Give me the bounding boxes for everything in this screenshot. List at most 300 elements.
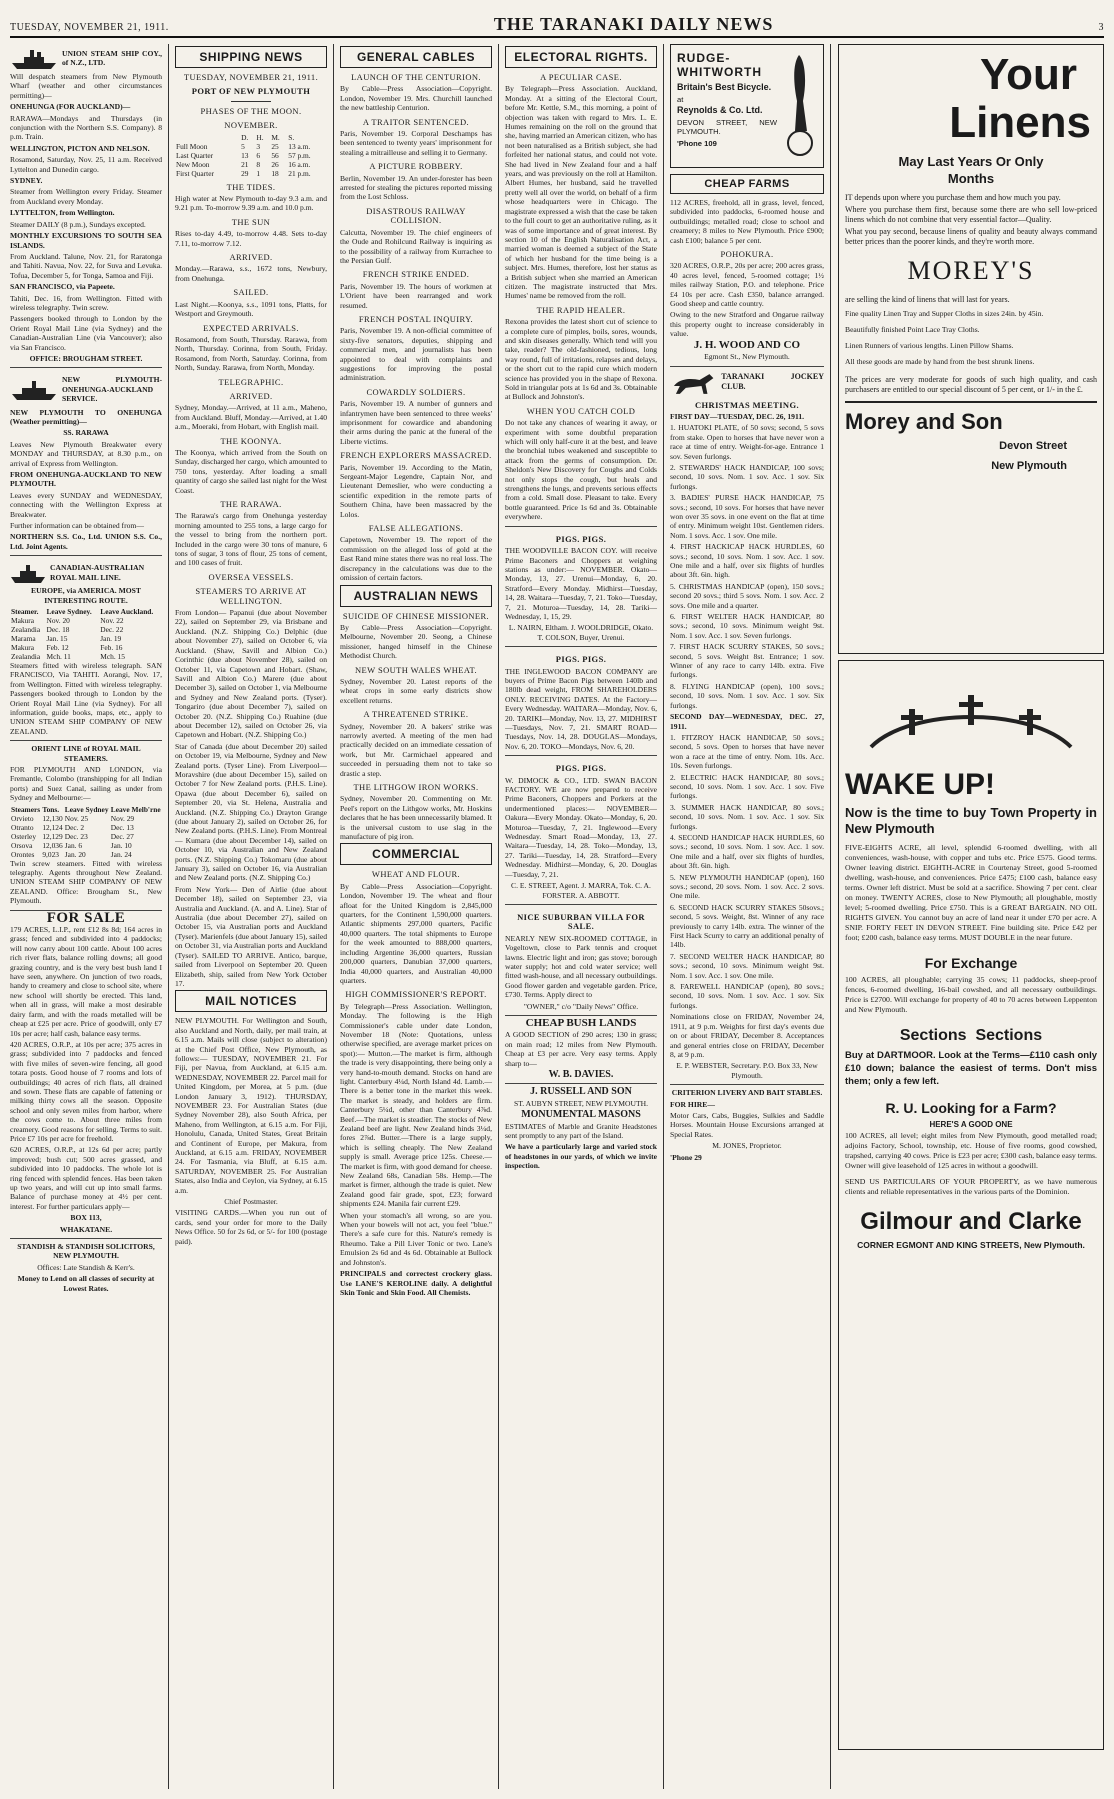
subheading: OVERSEA VESSELS. bbox=[208, 571, 294, 582]
table-cell: First Quarter bbox=[176, 168, 214, 178]
article-text: Berlin, November 19. An under-forester has been arrested for stealing the pictures reported missing from the Lost Schloss. bbox=[340, 173, 492, 202]
table-header: Steamers bbox=[11, 804, 41, 814]
advert-text: THE INGLEWOOD BACON COMPANY are buyers of Prime Bacon Pigs between 140lb and 180lb dead weight, FROM SHAREHOLDERS ONLY. RECEIVING DATES. At the Factory—Every Wednesday. WAITARA—Monday, Nov. 6, 20. TARIKI—Monday, Nov. 13, 27. MIDHIRST—Tuesdays, Nov. 7, 21. SMART ROAD—Tuesdays, Nov. 14, 28. DOUGLAS—Mondays, Nov. 6, 20. TOKO—Mondays, Nov. 6, 20. bbox=[505, 666, 657, 751]
table-header: S. bbox=[288, 132, 295, 142]
table-header: D. bbox=[241, 132, 249, 142]
advert-subheading: May Last Years Or Only Months bbox=[898, 154, 1044, 186]
article-text: By Cable—Press Association—Copyright. Melbourne, November 20. Seong, a Chinese missioner, hanged himself in the Chinese Methodist Church. bbox=[340, 622, 492, 661]
table-header: Tons. bbox=[42, 804, 60, 814]
race-item: 8. FLYING HANDICAP (open), 100 sovs.; second, 10 sovs. Nom. 1 sov. Acc. 1 sov. Six furlongs. bbox=[670, 681, 824, 710]
article-text: Capetown, November 19. The report of the commission on the alleged loss of gold at the East Rand mine states there was no real loss. The discrepancy in the calculations was due to the omission of certain factors. bbox=[340, 535, 492, 583]
race-item: 1. HUATOKI PLATE, of 50 sovs; second, 5 sovs from stake. Open to horses that have never won a race at time of entry. Weight-for-age. Entrance 1 sov. Seven furlongs. bbox=[670, 423, 824, 461]
table-row bbox=[10, 841, 162, 850]
route-text: RARAWA—Mondays and Thursdays (in conjunction with the Northern S.S. Company). 8 p.m. Train. bbox=[10, 113, 162, 142]
route-text: Leaves New Plymouth Breakwater every MONDAY and THURSDAY, at 8.30 p.m., on arrival of Express from Wellington. bbox=[10, 439, 162, 468]
for-sale-heading: FOR SALE bbox=[46, 909, 126, 926]
article-text: Rises to-day 4.49, to-morrow 4.48. Sets to-day 7.11, to-morrow 7.12. bbox=[175, 229, 327, 248]
service-title: NEW PLYMOUTH-ONEHUNGA-AUCKLAND SERVICE. bbox=[62, 375, 162, 404]
table-cell: Jan. 6 bbox=[64, 840, 83, 850]
article-headline: HIGH COMMISSIONER'S REPORT. bbox=[345, 989, 487, 1000]
issue-date: TUESDAY, NOVEMBER 21, 1911. bbox=[10, 22, 169, 33]
route-text: Tahiti, Dec. 16, from Wellington. Fitted with wireless telegraphy. Twin screw. bbox=[10, 293, 162, 312]
advert-subheading: Now is the time to buy Town Property in New Plymouth bbox=[845, 805, 1097, 836]
table-cell: Jan. 19 bbox=[100, 633, 122, 643]
article-text: By Telegraph—Press Association. Wellington, Monday. The following is the High Commissioner's cable under date London, November 18 (Note: Quotations, unless otherwise specified, are average market prices on spot):— Mutton.—The market is firm, although the trade is very disappointing, there being only a very hand-to-mouth demand. Stocks on hand are light. Canterbury 4¼d, North Island 4d. Lamb.—There is a better tone in the market this week. The market is steady, and holders are firm. Canterbury 5¼d, other than Canterbury 4⅞d. Beef.—The market is steadier. The stocks of New Zealand beef are light. New Zealand hinds 3¼d, fores 2⅞d. Butter.—There is a large supply, which is selling cheaply. The New Zealand supply is small. Average price 125s. Cheese.—The market is firm, with good demand for cheese. New Zealand 68s, Canadian 58s. Hemp.—The market is firmer, although the trade is quiet. New Zealand good fair grade, spot, £23; forward shipments £24. Manila fair current £29. bbox=[340, 1001, 492, 1209]
column-rule bbox=[498, 44, 499, 1789]
route-heading: FROM ONEHUNGA-AUCKLAND TO NEW PLYMOUTH. bbox=[10, 470, 162, 489]
article-headline: FRENCH POSTAL INQUIRY. bbox=[358, 313, 474, 324]
advert-heading: CRITERION LIVERY AND BAIT STABLES. bbox=[671, 1088, 823, 1098]
table-cell: 3 bbox=[256, 141, 261, 151]
advert-text: THE WOODVILLE BACON COY. will receive Prime Baconers and Choppers at weighing stations as under:— NOVEMBER. Okato—Monday, 13, 27. Urenui—Monday, 6, 20. Stratford—Every Monday. Midhirst—Tuesday, 14, 28. Waitara—Tuesday, 7, 21. Toko—Tuesday, 7, 21. Moturoa—Tuesday, 14, 28. Tariki—Wednesday, 1, 15, 29. bbox=[505, 546, 657, 621]
subheading: THE TIDES. bbox=[226, 181, 276, 192]
table-row bbox=[175, 169, 327, 178]
route-heading: NEW PLYMOUTH TO ONEHUNGA (Weather permitting)— bbox=[10, 407, 162, 426]
advert-subheading: HERE'S A GOOD ONE bbox=[929, 1120, 1013, 1129]
route-text: Steamer from Wellington every Friday. Steamer from Auckland every Monday. bbox=[10, 187, 162, 206]
advert-text: Motor Cars, Cabs, Buggies, Sulkies and Saddle Horses. Mountain House Excursions arranged at Special Rates. bbox=[670, 1110, 824, 1139]
advert-heading: R. U. Looking for a Farm? bbox=[885, 1100, 1057, 1116]
table-header: Leave Auckland. bbox=[100, 606, 154, 616]
advert-heading: CHEAP BUSH LANDS bbox=[525, 1016, 637, 1029]
subheading: THE SUN bbox=[231, 216, 271, 227]
advert-text: W. DIMOCK & CO., LTD. SWAN BACON FACTORY. WE are now prepared to receive Prime Baconers, Choppers and Porkers at the undermentioned places:— NOVEMBER— Oakura—Every Monday. Okato—Monday, 6, 20. Moturoa—Tuesday, 7, 21. Inglewood—Every Wednesday. Smart Road—Monday, 13, 27. Waitara—Tuesday, 14, 28. Toko—Monday, 13, 27. Tariki—Tuesday, 14, 28. Stratford—Every Wednesday. Midhirst—Monday, 6, 20. Douglas—Tuesday, 7, 21. bbox=[505, 775, 657, 879]
route-heading: LYTTELTON, from Wellington. bbox=[10, 208, 115, 218]
moon-table bbox=[175, 133, 327, 178]
advert-text: What you pay second, because linens of quality and beauty always command better prices than the poorer kinds, and they're worth more. bbox=[845, 227, 1097, 246]
table-cell: 21 p.m. bbox=[288, 168, 311, 178]
article-headline: COWARDLY SOLDIERS. bbox=[366, 386, 466, 397]
steamship-icon bbox=[10, 48, 58, 70]
line-text: Twin screw steamers. Fitted with wireless telegraphy. Agents throughout New Zealand. UNION STEAM SHIP COMPANY OF NEW ZEALAND. Office: Brougham St., New Plymouth. bbox=[10, 858, 162, 906]
table-cell: 16 a.m. bbox=[288, 159, 311, 169]
advert-heading: For Exchange bbox=[924, 955, 1018, 971]
agents: NORTHERN S.S. Co., Ltd. UNION S.S. Co., Ltd. Joint Agents. bbox=[10, 532, 162, 551]
article-headline: WHEN YOU CATCH COLD bbox=[526, 405, 636, 416]
article-headline: A TRAITOR SENTENCED. bbox=[362, 116, 470, 127]
racehorse-icon bbox=[670, 370, 717, 396]
table-cell: Zealandia bbox=[11, 651, 41, 661]
line-text: Steamers fitted with wireless telegraph. SAN FRANCISCO, Via TAHITI. Aorangi, Nov. 17, from Wellington. Fitted with wireless telegraphy. Passengers booked through to London by the Orient Royal Mail Line (via Sydney). For all information, guide books, maps, etc., apply to UNION STEAM SHIP COMPANY OF NEW ZEALAND. bbox=[10, 660, 162, 736]
article-headline: FALSE ALLEGATIONS. bbox=[368, 523, 464, 534]
listing-text: 112 ACRES, freehold, all in grass, level, fenced, subdivided into paddocks, 6-roomed house and outbuildings; metalled road; close to school and creamery; 8 miles to New Plymouth. Price £900; cash £100; balance 5 per cent. bbox=[670, 198, 824, 245]
advert-text: Buy at DARTMOOR. Look at the Terms—£110 cash only £10 down; balance the easiest of terms. Don't miss them; only a few left. bbox=[845, 1050, 1097, 1087]
advert-text: are selling the kind of linens that will last for years. bbox=[845, 295, 1010, 304]
subheading: NOVEMBER. bbox=[224, 120, 278, 131]
advert-text: VISITING CARDS.—When you run out of cards, send your order for more to the Daily News Office. 50 for 2s 6d, or 5/- for 100 (postage paid). bbox=[175, 1208, 327, 1246]
article-text: NEW PLYMOUTH. For Wellington and South, also Auckland and North, daily, per mail train, at 6.15 a.m. Mails will close (subject to alteration) at the Chief Post Office, New Plymouth, as follows:— TUESDAY, NOVEMBER 21. For Fiji, per Navua, from Auckland, at 6.15 a.m. WEDNESDAY, NOVEMBER 22. Parcel mail for United Kingdom, per Morea, at 5 p.m. (due London January 3, 1912). THURSDAY, NOVEMBER 23. For Australian States (due Sydney November 28), also South Africa, per Maheno, from Wellington, at 6.15 a.m. For Fiji, Honolulu, Canada, United States, Great Britain and Continent of Europe, per Makura, from Auckland, at 6.15 a.m. FRIDAY, NOVEMBER 24. For Tasmania, via Bluff, at 6.15 a.m. SATURDAY, NOVEMBER 25. For Australian States, also India and Ceylon, via Sydney, at 6.15 a.m. bbox=[175, 1016, 327, 1195]
article-headline: FRENCH STRIKE ENDED. bbox=[362, 269, 470, 280]
table-cell: Jan. 10 bbox=[110, 840, 132, 850]
list-item: Fine quality Linen Tray and Supper Cloths in sizes 24in. by 45in. bbox=[845, 309, 1044, 318]
article-headline: A PICTURE ROBBERY. bbox=[369, 161, 463, 172]
listing-text: 179 ACRES, L.I.P., rent £12 8s 8d; 164 acres in grass; fenced and subdivided into 4 paddocks; will now carry about 100 cattle. About 100 acres rich river flats, balance rolling downs; all good grazing country, and is the very best bush land I have seen, anywhere. On junction of two roads, handy to creamery and close to school site, where new school will shortly be erected. This land, when all in grass, will make a most desirable dairy farm, and with the roads metalled will be cheap at £25 per acre. Price of goodwill, only £7 10s per acre; half cash, balance easy terms. bbox=[10, 925, 162, 1038]
route-text: Leaves every SUNDAY and WEDNESDAY, connecting with the Wellington Express at Breakwater. bbox=[10, 490, 162, 519]
day-heading: SECOND DAY—WEDNESDAY, DEC. 27, 1911. bbox=[670, 712, 824, 731]
gilmour-clarke-advert bbox=[838, 660, 1104, 1750]
advert-heading: FOR HIRE— bbox=[670, 1099, 715, 1109]
table-cell: Last Quarter bbox=[176, 150, 214, 160]
advert-text: Britain's Best Bicycle. bbox=[677, 82, 772, 92]
club-title: TARANAKI JOCKEY CLUB. bbox=[721, 372, 824, 391]
column-rule bbox=[333, 44, 334, 1789]
advert-text: IT depends upon where you purchase them and how much you pay. bbox=[845, 193, 1061, 202]
table-cell: Dec. 22 bbox=[100, 624, 124, 634]
article-headline: WHEAT AND FLOUR. bbox=[371, 869, 461, 880]
article-text: Sydney, November 20. A bakers' strike was narrowly averted. A meeting of the men had practically decided on an immediate cessation of work, but Mr. Carmichael appeared and succeeded in persuading them not to take so drastic a step. bbox=[340, 721, 492, 778]
column-rule bbox=[830, 44, 831, 1789]
table-cell: 29 bbox=[241, 168, 249, 178]
column-shipping-ads bbox=[10, 44, 162, 1789]
advert-text: PRINCIPALS and correctest crockery glass. Use LANE'S KEROLINE daily. A delightful Skin Tonic and Skin Food. All Chemists. bbox=[340, 1269, 492, 1297]
solicitors-office: Offices: Late Standish & Kerr's. bbox=[37, 1262, 135, 1272]
table-cell: 12,036 bbox=[42, 840, 63, 850]
table-cell: 21 bbox=[241, 159, 249, 169]
subheading: TELEGRAPHIC. bbox=[218, 376, 284, 387]
race-item: 8. FAREWELL HANDICAP (open), 80 sovs.; second, 10 sovs. Nom. 1 sov. Acc. 1 sov. Six furlongs. bbox=[670, 982, 824, 1010]
table-header: Leave Melb'rne bbox=[110, 804, 161, 814]
route-text: Passengers booked through to London by the Orient Royal Mail Line (via Sydney) and the Canadian-Australian Line (via Vancouver); also via San Francisco. bbox=[10, 314, 162, 352]
address: Devon Street bbox=[999, 440, 1067, 452]
advert-brand: Morey and Son bbox=[845, 409, 1003, 434]
list-item: All these goods are made by hand from the best shrunk linens. bbox=[845, 357, 1035, 366]
advert-heading: RUDGE-WHITWORTH bbox=[677, 51, 762, 79]
article-text: Nominations close on FRIDAY, November 24, 1911, at 9 p.m. Weights for first day's events due on or about FRIDAY, December 8. Acceptances and general entries close on FRIDAY, December 8, at 9 p.m. bbox=[670, 1012, 824, 1059]
table-cell: Dec. 13 bbox=[110, 822, 134, 832]
race-item: 3. SUMMER HACK HANDICAP, 80 sovs.; second, 10 sovs. Nom. 1 sov. Acc. 1 sov. Six furlongs. bbox=[670, 802, 824, 831]
signature: Chief Postmaster. bbox=[224, 1197, 278, 1207]
table-header: Steamer. bbox=[11, 606, 39, 616]
race-item: 2. STEWARDS' HACK HANDICAP, 100 sovs; second, 10 sovs. Nom. 1 sov. Acc. 1 sov. Six furlongs. bbox=[670, 462, 824, 491]
solicitors-name: STANDISH & STANDISH SOLICITORS, NEW PLYMOUTH. bbox=[17, 1242, 155, 1261]
section-heading-australian: AUSTRALIAN NEWS bbox=[340, 585, 492, 607]
subheading: SAILED. bbox=[233, 287, 269, 298]
phone-number: 'Phone 109 bbox=[677, 138, 717, 148]
table-cell: 57 p.m. bbox=[288, 150, 311, 160]
table-header: Leave Sydney. bbox=[46, 606, 92, 616]
section-date: TUESDAY, NOVEMBER 21, 1911. bbox=[183, 72, 319, 82]
subheading: THE RARAWA. bbox=[220, 499, 282, 509]
race-item: 3. BADIES' PURSE HACK HANDICAP, 75 sovs.; second, 10 sovs. For horses that have never won over 35 sovs. in one event on the flat at time of entry. Minimum weight 10st. Gentlemen riders. Nom. 1 sovs. Acc. 1 sov. One mile. bbox=[670, 493, 824, 540]
list-item: Linen Runners of various lengths. Linen Pillow Shams. bbox=[845, 341, 1014, 350]
table-row bbox=[10, 850, 162, 859]
table-cell: New Moon bbox=[176, 159, 210, 169]
column-general-cables bbox=[340, 44, 492, 1789]
table-cell: Feb. 16 bbox=[100, 642, 123, 652]
article-headline: A PECULIAR CASE. bbox=[540, 72, 622, 82]
address: Egmont St., New Plymouth. bbox=[704, 352, 790, 362]
race-item: 1. FITZROY HACK HANDICAP, 50 sovs.; second, 5 sovs. Open to horses that have never won a race at the time of entry. Nom. 10s. Acc. 10s. Seven furlongs. bbox=[670, 732, 824, 771]
union-title: UNION STEAM SHIP COY., of N.Z., LTD. bbox=[62, 48, 162, 67]
table-row bbox=[10, 616, 162, 625]
advert-text: at bbox=[677, 95, 684, 104]
subheading: PHASES OF THE MOON. bbox=[200, 105, 302, 116]
table-cell: 8 bbox=[256, 159, 261, 169]
article-text: Rosamond, from South, Thursday. Rarawa, from North, Thursday. Corinna, from South, Friday. Rosamond, from North, Saturday. Corinna, from North, Sunday. Rarawa, from North, Monday. bbox=[175, 334, 327, 373]
race-item: 4. SECOND HANDICAP HACK HURDLES, 60 sovs.; second, 10 sovs. Nom. 1 sov. Acc. 1 sov. One mile and a half, over six flights of hurdles, about 3ft. 6in. high. bbox=[670, 832, 824, 871]
advert-text: A GOOD SECTION of 290 acres; 130 in grass; on main road; 12 miles from New Plymouth. Cheap at £3 per acre. Very easy terms. Apply sharp to— bbox=[505, 1030, 657, 1068]
table-cell: Jan. 20 bbox=[64, 849, 86, 859]
article-text: By Cable—Press Association—Copyright. London, November 19. The wheat and flour afloat for the United Kingdom is 2,845,000 quarters, for the Continent 1,590,000 quarters. Atlantic shipments 297,000 quarters, Pacific 40,000 quarters. The total shipments to Europe for the week amounted to 888,000 quarters, including Argentine 36,000 quarters, Russian 200,000 quarters, Danubian 37,000 quarters, India 40,000 quarters, and Australian 40,000 quarters. bbox=[340, 881, 492, 985]
table-cell: Makura bbox=[11, 642, 34, 652]
route-heading: ONEHUNGA (FOR AUCKLAND)— bbox=[10, 102, 131, 112]
listing-text: 320 ACRES, O.R.P., 20s per acre; 200 acres grass, 40 acres level, fenced, 5-roomed cottage; 1½ miles railway Station, P.O. and telephone. Price £4 10s per acre. Cash £350, balance arranged. Good sheep and cattle country. bbox=[670, 261, 824, 309]
article-text: From New York— Den of Airlie (due about December 18), sailed on September 23, via Australia and Auckland. (A. and A. Line). Star of Australia (due about December 27), sailed on October 15, via Australian ports and Auckland (Tyser). Marienfels (due about January 15), sailed on October 31, via Australian ports and Auckland (Tyser). SAILED TO ARRIVE. Antico, barque, sailed from Liverpool on September 20. Queen Elizabeth, ship, sailed from New York October 17. bbox=[175, 884, 327, 988]
office-address: OFFICE: BROUGHAM STREET. bbox=[29, 353, 143, 363]
route-heading: WELLINGTON, PICTON AND NELSON. bbox=[10, 143, 150, 153]
agent-name: J. H. WOOD AND CO bbox=[693, 338, 801, 351]
column-rule bbox=[168, 44, 169, 1789]
section-heading-commercial: COMMERCIAL bbox=[340, 843, 492, 865]
article-text: The Rarawa's cargo from Onehunga yesterday morning amounted to 255 tons, a large cargo for the vessel to bring from the northern port. Included in the cargo were 30 tons of manure, 6 tons of sugar, 3 tons of flour, 25 tons of cement, and 100 cases of fruit. bbox=[175, 511, 327, 568]
table-cell: 56 bbox=[271, 150, 279, 160]
newspaper-title: THE TARANAKI DAILY NEWS bbox=[493, 14, 774, 34]
table-cell: 25 bbox=[271, 141, 279, 151]
article-text: Do not take any chances of wearing it away, or experiment with some doubtful preparation which will only half-cure it at the best, and leave the bronchial tubes weakened and susceptible to attack from the germs of consumption. Dr. Sheldon's New Discovery for Coughs and Colds not only stops the cough, but heals and strengthens the lungs, and prevents serious effects from a cold. Small dose. Pleasant to take. Every bottle guaranteed. Price 1s 6d and 3s. Obtainable everywhere. bbox=[505, 418, 657, 522]
route-text: Rosamond, Saturday, Nov. 25, 11 a.m. Received Lyttelton and Dunedin cargo. bbox=[10, 155, 162, 174]
race-list bbox=[670, 733, 824, 1010]
article-text: Paris, November 19. According to the Matin, Sergeant-Major Legendre, Captain Nor, and Lieutenant Demeslier, who were conducting a scientific expedition in the remote parts of Southern China, have been massacred by the Lolos. bbox=[340, 462, 492, 519]
table-cell: Osterley bbox=[11, 831, 37, 841]
table-cell: Orsova bbox=[11, 840, 33, 850]
article-headline: THE LITHGOW IRON WORKS. bbox=[353, 782, 479, 792]
table-row bbox=[175, 142, 327, 151]
money-to-lend: Money to Lend on all classes of security at Lowest Rates. bbox=[17, 1274, 155, 1293]
table-cell: Marama bbox=[11, 633, 36, 643]
table-cell: Dec. 27 bbox=[110, 831, 134, 841]
table-header: H. bbox=[256, 132, 264, 142]
article-text: Paris, November 19. Corporal Deschamps has been sentenced to twenty years' imprisonment for stealing a mitrailleuse and selling it to Germany. bbox=[340, 129, 492, 157]
table-cell: Jan. 24 bbox=[110, 849, 132, 859]
route-text: Steamer DAILY (8 p.m.), Sundays excepted. bbox=[10, 219, 146, 229]
subheading: THE KOONYA. bbox=[220, 435, 282, 446]
signature: W. B. DAVIES. bbox=[548, 1069, 614, 1080]
table-header: M. bbox=[271, 132, 280, 142]
article-headline: THE RAPID HEALER. bbox=[536, 304, 626, 315]
table-cell: Orvieto bbox=[11, 813, 34, 823]
subheading: ARRIVED. bbox=[229, 252, 273, 263]
article-text: High water at New Plymouth to-day 9.3 a.m. and 9.21 p.m. To-morrow 9.39 a.m. and 10.0 p.m. bbox=[175, 194, 327, 213]
race-item: 5. NEW PLYMOUTH HANDICAP (open), 160 sovs.; second, 20 sovs. Nom. 1 sov. Acc. 2 sovs. One mile. bbox=[670, 872, 824, 901]
table-cell: Nov. 20 bbox=[46, 615, 70, 625]
section-heading-electoral: ELECTORAL RIGHTS. bbox=[505, 46, 657, 68]
race-item: 2. ELECTRIC HACK HANDICAP, 80 sovs.; second, 10 sovs. Nom. 1 sov. Acc. 1 sov. Five furlongs. bbox=[670, 772, 824, 801]
bicycle-hand-icon bbox=[783, 51, 817, 161]
signature: M. JONES, Proprietor. bbox=[712, 1141, 782, 1151]
route-heading: SAN FRANCISCO, via Papeete. bbox=[10, 282, 115, 292]
address: DEVON STREET, NEW PLYMOUTH. bbox=[677, 117, 777, 137]
list-item: Beautifully finished Point Lace Tray Cloths. bbox=[845, 325, 980, 334]
signature: E. P. WEBSTER, Secretary. P.O. Box 33, New Plymouth. bbox=[676, 1061, 818, 1080]
article-text: Paris, November 19. The hours of workmen at L'Orient have been rearranged and work resumed. bbox=[340, 281, 492, 310]
article-text: Last Night.—Koonya, s.s., 1091 tons, Platts, for Westport and Greymouth. bbox=[175, 299, 327, 319]
article-text: By Telegraph—Press Association. Auckland, Monday. At a sitting of the Electoral Court, before Mr. Kettle, S.M., this morning, a point of objection was taken with regard to Mrs. L. E. Humes remaining on the roll on the ground that she, having married an American citizen, who has not been naturalised as a British subject, she had forfeited her national status, and could not vote. She had lived in New Zealand four and a half years, and was previously on the roll at Hamilton. Albert Humes, her husband, said he travelled pretty well all over the world, on behalf of a firm whose headquarters were in Chicago. The magistrate expressed a wish that the case be taken to the full court to get an authoritative ruling, as it was of some importance and of great interest. By section 10 of the English Naturalisation Act, a married woman is deemed a subject of the State of which her husband for the time being is a subject. Mrs. Humes, therefore, lost her status as a British subject when she married an American citizen. The magistrate instructed that Mrs. Humes' name be removed from the roll. bbox=[505, 84, 657, 301]
article-headline: DISASTROUS RAILWAY COLLISION. bbox=[366, 205, 466, 226]
table-cell: 9,023 bbox=[42, 849, 59, 859]
article-text: From London— Papanui (due about November 22), sailed on September 29, via Brisbane and Auckland. (N.Z. Shipping Co.) Delphic (due about November 27), sailed on October 6, via Auckland. (Shaw, Savill and Albion Co.) Corinthic (due about November 28), sailed on October 11, via Capetown and Hobart. (Shaw, Savill and Albion Co.) Marere (due about December 3), sailed on October 1, via Melbourne and Sydney and New Zealand ports. (Tyser). Tongariro (due about December 7), sailed on October 20. (N.Z. Shipping Co.) Ruahine (due about December 12), sailed on October 26, via Capetown and Hobart. (N.Z. Shipping Co.) bbox=[175, 608, 327, 740]
race-item: 4. FIRST HACKICAP HACK HURDLES, 60 sovs.; second, 10 sovs. Nom. 1 sov. Acc. 1 sov. One mile and a half, over six flights of hurdles about 3ft. 6in. high. bbox=[670, 542, 824, 580]
advert-heading: Linens bbox=[949, 98, 1091, 147]
table-cell: 13 a.m. bbox=[288, 141, 311, 151]
advert-heading: MONUMENTAL MASONS bbox=[521, 1109, 641, 1121]
union-ship-header bbox=[10, 48, 162, 70]
race-item: 6. SECOND HACK SCURRY STAKES 50sovs.; second, 5 sovs. Weight, 8st. Winner of any race previously to carry 14lb. extra. The winner of the First Hack Scurry to carry an additional penalty of 14lb. bbox=[670, 902, 824, 950]
table-cell: Mch. 15 bbox=[100, 651, 125, 661]
table-cell: Zealandia bbox=[11, 624, 41, 634]
race-item: 5. CHRISTMAS HANDICAP (open), 150 sovs.; second 20 sovs.; third 5 sovs. Nom. 1 sov. Acc. 2 sovs. One mile and a quarter. bbox=[670, 581, 824, 610]
line-text: FOR PLYMOUTH AND LONDON, via Fremantle, Colombo (transhipping for all Indian ports) and Suez Canal, sailing as under from Sydney and Melbourne:— bbox=[10, 764, 162, 803]
article-text: Calcutta, November 19. The chief engineers of the Oude and Rohilcund Railway is inquiring as to the possibility of a railway from Kurrachee to the Persian Gulf. bbox=[340, 227, 492, 265]
article-text: Star of Canada (due about December 20) sailed on October 19, via Melbourne, Sydney and New Zealand ports. (Tyser Line). From Liverpool— Moravshire (due about December 15), sailed on October 7 for New Zealand ports. (P.H.S. Line). Opawa (due about December 6), sailed on September 20, via St. Helena, Australia and Auckland. (N.Z. Shipping Co.) Drayton Grange (due about January 2), sailed on October 26, for New Zealand ports. (P.H.S. Line). From Montreal— Kumara (due about December 14), sailed on October 10, via Australian and New Zealand ports. (N.Z. Shipping Co.) Tokomaru (due about January 3), sailed on October 16, via Australian and New Zealand ports. (N.Z. Shipping Co.) bbox=[175, 741, 327, 883]
advert-text: NEARLY NEW SIX-ROOMED COTTAGE, in Vogeltown, close to Park tennis and croquet lawns. Electric light and iron; gas stove; borough water supply; hot and cold water service; well fitted wash-house, and all necessary outbuildings. Good flower garden and vegetable garden. Price, £730. Terms. Apply direct to bbox=[505, 933, 657, 1000]
cheap-farms-heading: CHEAP FARMS bbox=[670, 174, 824, 194]
advert-text: FIVE-EIGHTS ACRE, all level, splendid 6-roomed dwelling, with all conveniences, wash-house, with copper and tubs etc. Price £575. Good terms. Owner leaving district. EIGHTH-ACRE in Courtenay Street, good 5-roomed dwelling, wash-house, and conveniences. Price £475; £100 cash, balance easy terms. Owner left district. Must be sold at a sacrifice. Showing 7 per cent. clear on money. TWENTY ACRES, close to New Plymouth; all ploughable, mostly level; 5-roomed dwelling. Price £750. This is a GREAT BARGAIN. NO OIL RIGHTS GIVEN. You cannot buy an acre of land near it under £70 per acre. A SNIP. FORTY FEET IN DEVON STREET. Fine building site. Price £42 per foot; £200 cash, balance easy terms. MUST DOUBLE in the near future. bbox=[845, 843, 1097, 942]
table-cell: 26 bbox=[271, 159, 279, 169]
table-cell: Orontes bbox=[11, 849, 35, 859]
table-cell: Feb. 12 bbox=[46, 642, 69, 652]
article-headline: A THREATENED STRIKE. bbox=[363, 709, 469, 720]
table-cell: Nov. 25 bbox=[64, 813, 89, 823]
box-number: BOX 113, bbox=[70, 1213, 102, 1223]
crosses-emblem-icon bbox=[851, 687, 1091, 757]
column-ads-racing bbox=[670, 44, 824, 1789]
article-text: Paris, November 19. A non-official committee of sixty-five senators, deputies, shipping and commercial men, and journalists has been appointed to deal with complaints and suggestions for improving the postal administration. bbox=[340, 326, 492, 383]
article-text: The Koonya, which arrived from the South on Sunday, discharged her cargo, which amounted to 750 tons, yesterday. After loading a small quantity of cargo she sailed last night for the West Coast. bbox=[175, 447, 327, 495]
table-row bbox=[10, 814, 162, 823]
article-headline: FRENCH EXPLORERS MASSACRED. bbox=[340, 450, 492, 461]
table-cell: Mch. 11 bbox=[46, 651, 71, 661]
article-headline: NEW SOUTH WALES WHEAT. bbox=[355, 664, 477, 675]
table-row bbox=[10, 832, 162, 841]
table-cell: Dec. 2 bbox=[64, 822, 85, 832]
listing-text: 420 ACRES, O.R.P., at 10s per acre; 375 acres in grass; subdivided into 7 paddocks and fenced with five miles of seven-wire fencing, all good totara posts. Good house of 7 rooms and lots of outbuildings; 40 acres of rich flats, all drained and sown. These flats are capable of fattening or milking thirty cows all the season. Opposite school and only seven miles from harbor, where the cows come to. About three miles from creamery. Good reasons for selling. Terms to suit. Price £7 10s per acre for freehold. bbox=[10, 1039, 162, 1143]
advert-heading: NICE SUBURBAN VILLA FOR SALE. bbox=[517, 911, 645, 932]
table-cell: Nov. 22 bbox=[100, 615, 124, 625]
signature: "OWNER," c/o "Daily News" Office. bbox=[523, 1001, 639, 1011]
route-text: From Auckland. Talune, Nov. 21, for Raratonga and Tahiti. Navua, Nov. 22, for Suva and Levuka. Tofua, December 5, for Tonga, Samoa and Fiji. bbox=[10, 251, 162, 280]
advert-text: 100 ACRES, all ploughable; carrying 35 cows; 11 paddocks, sheep-proof fences, 6-roomed dwelling, 16-bail cowshed, and all necessary outbuildings. Price is £2700. Will exchange for property of 40 to 70 acres between Leppenton and New Plymouth. bbox=[845, 975, 1097, 1014]
day-heading: FIRST DAY—TUESDAY, DEC. 26, 1911. bbox=[670, 411, 805, 421]
table-row bbox=[10, 634, 162, 643]
advert-heading: Sections Sections bbox=[899, 1027, 1043, 1044]
article-text: Sydney, Monday.—Arrived, at 11 a.m., Maheno, from Auckland. Bluff, Monday.—Arrived, at 1.40 a.m., Moeraki, from Hobart, with English mail. bbox=[175, 403, 327, 432]
table-row bbox=[175, 160, 327, 169]
table-cell: Makura bbox=[11, 615, 34, 625]
subheading: POHOKURA. bbox=[720, 249, 774, 260]
column-shipping-news bbox=[175, 44, 327, 1789]
moreys-linen-advert bbox=[838, 44, 1104, 654]
race-item: 7. FIRST HACK SCURRY STAKES, 50 sovs.; second, 5 sovs. Weight 8st. Entrance; 1 sov. Winner of any race to carry 14lb. extra. Five furlongs. bbox=[670, 642, 824, 680]
advert-text: SEND US PARTICULARS OF YOUR PROPERTY, as we have numerous clients and reliable representatives in the various parts of the Dominion. bbox=[845, 1177, 1097, 1197]
location: WHAKATANE. bbox=[59, 1224, 113, 1234]
table-cell: Dec. 18 bbox=[46, 624, 70, 634]
advert-heading: Reynolds & Co. Ltd. bbox=[677, 105, 763, 116]
subheading: EXPECTED ARRIVALS. bbox=[203, 322, 299, 333]
subheading: ARRIVED. bbox=[229, 390, 273, 401]
article-text: Rexona provides the latest short cut of science to a complete cure of pimples, boils, sores, wounds, and skin diseases generally. Which tend will you take, reader? The old-fashioned, tedious, long way round, full of irritations, relapses and delays, or the short cut to the rapid cure which modern science has provided you in the shape of Rexona. Sold in triangular pots at 1s 6d and 3s. Obtainable at Bullock and Johnston's. bbox=[505, 317, 657, 402]
sailing-table bbox=[10, 805, 162, 859]
race-list bbox=[670, 423, 824, 710]
table-cell: 6 bbox=[256, 150, 261, 160]
table-cell: 18 bbox=[271, 168, 279, 178]
address: ST. AUBYN STREET, NEW PLYMOUTH. bbox=[513, 1098, 649, 1108]
signature: L. NAIRN, Eltham. J. WOOLDRIDGE, Okato. T. COLSON, Buyer, Urenui. bbox=[508, 623, 654, 642]
article-headline: LAUNCH OF THE CENTURION. bbox=[351, 72, 481, 82]
masthead bbox=[10, 10, 1104, 38]
subheading: PORT OF NEW PLYMOUTH bbox=[191, 86, 311, 97]
listing-text: 620 ACRES, O.R.P., at 12s 6d per acre; partly improved; bush cut; 500 acres grassed, and subdivided into 10 paddocks. The whole lot is ring fenced with splendid fences. Has been taken up two years, and will cut up into small farms. Balance of purchase money at 4½ per cent. interest. For further particulars apply— bbox=[10, 1145, 162, 1211]
table-row bbox=[10, 625, 162, 634]
section-heading-mail: MAIL NOTICES bbox=[175, 990, 327, 1012]
table-cell: Otranto bbox=[11, 822, 34, 832]
advert-heading: J. RUSSELL AND SON bbox=[530, 1086, 632, 1098]
advert-brand: MOREY'S bbox=[907, 256, 1035, 285]
table-cell: Jan. 15 bbox=[46, 633, 68, 643]
rudge-advert bbox=[670, 44, 824, 168]
advert-text: Where you purchase them first, because some there are who sell low-priced linens which do not combine that very essential factor—Quality. bbox=[845, 205, 1097, 224]
article-text: Monday.—Rarawa, s.s., 1672 tons, Newbury, from Onehunga. bbox=[175, 264, 327, 283]
sailing-table bbox=[10, 607, 162, 661]
column-display-ads bbox=[838, 44, 1104, 1789]
table-row bbox=[10, 643, 162, 652]
table-cell: 1 bbox=[256, 168, 261, 178]
address: CORNER EGMONT AND KING STREETS, New Plymouth. bbox=[857, 1240, 1085, 1251]
steamship-icon bbox=[10, 564, 46, 584]
article-headline: SUICIDE OF CHINESE MISSIONER. bbox=[342, 610, 490, 621]
page-number: 3 bbox=[1098, 22, 1104, 33]
advert-heading: PIGS. PIGS. bbox=[555, 533, 607, 544]
table-cell: Nov. 29 bbox=[110, 813, 135, 823]
section-heading-cables: GENERAL CABLES bbox=[340, 46, 492, 68]
race-item: 7. SECOND WELTER HACK HANDICAP, 80 sovs.; second, 10 sovs. Minimum weight 9st. Nom. 1 sov. Acc. 1 sov. One mile. bbox=[670, 951, 824, 980]
advert-heading: Your bbox=[980, 50, 1077, 99]
table-cell: 13 bbox=[241, 150, 249, 160]
section-heading-shipping: SHIPPING NEWS bbox=[175, 46, 327, 68]
column-electoral bbox=[505, 44, 657, 1789]
address: New Plymouth bbox=[991, 460, 1067, 472]
line-title: ORIENT LINE of ROYAL MAIL STEAMERS. bbox=[31, 744, 141, 763]
article-text: Sydney, November 20. Latest reports of the wheat crops in some early districts show excellent returns. bbox=[340, 676, 492, 705]
advert-heading: PIGS. PIGS. bbox=[555, 763, 607, 774]
advert-text: The prices are very moderate for goods of such high quality, and cash purchasers are entitled to our special discount of 5 per cent, or 1/- in the £. bbox=[845, 375, 1097, 394]
advert-brand: Gilmour and Clarke bbox=[860, 1208, 1082, 1236]
ship-name: SS. RARAWA bbox=[63, 428, 109, 438]
table-cell: 12,129 bbox=[42, 831, 63, 841]
table-cell: Dec. 23 bbox=[64, 831, 88, 841]
listing-text: Owing to the new Stratford and Ongarue railway this property ought to increase considerably in value. bbox=[670, 310, 824, 339]
table-row bbox=[10, 823, 162, 832]
phone-number: 'Phone 29 bbox=[670, 1152, 702, 1162]
signature: C. E. STREET, Agent. J. MARRA, Tok. C. A. FORSTER. A. ABBOTT. bbox=[511, 881, 651, 900]
line-title: CANADIAN-AUSTRALIAN ROYAL MAIL LINE. bbox=[50, 563, 145, 582]
subheading: STEAMERS TO ARRIVE AT WELLINGTON. bbox=[195, 586, 307, 606]
route-text: Further information can be obtained from— bbox=[10, 521, 144, 531]
advert-text: ESTIMATES of Marble and Granite Headstones sent promptly to any part of the Island. bbox=[505, 1121, 657, 1141]
subheading: CHRISTMAS MEETING. bbox=[694, 399, 800, 410]
route-heading: MONTHLY EXCURSIONS TO SOUTH SEA ISLANDS. bbox=[10, 231, 162, 250]
advert-text: We have a particularly large and varied stock of headstones in our yards, of which we invite inspection. bbox=[505, 1142, 657, 1171]
advert-text: 100 ACRES, all level; eight miles from New Plymouth, good metalled road; adjoins Factory, School, township, etc. House of five rooms, good cowshed, trapshed, carrying 40 cows. Price is £23 per acre; £300 cash, balance easy terms. Owner will give leasehold of 125 acres in without a goodwill. bbox=[845, 1131, 1097, 1171]
line-subtitle: EUROPE, via AMERICA. MOST INTERESTING ROUTE. bbox=[31, 586, 141, 605]
table-row bbox=[10, 652, 162, 661]
steamship-icon bbox=[10, 379, 58, 401]
article-text: By Cable—Press Association—Copyright. London, November 19. Mrs. Churchill launched the new battleship Centurion. bbox=[340, 84, 492, 113]
table-cell: 12,124 bbox=[42, 822, 63, 832]
union-text: Will despatch steamers from New Plymouth Wharf (weather and other circumstances permitting)— bbox=[10, 72, 162, 100]
table-header: Leave Sydney bbox=[64, 804, 109, 814]
advert-heading: PIGS. PIGS. bbox=[555, 654, 607, 665]
advert-heading: WAKE UP! bbox=[845, 768, 995, 801]
